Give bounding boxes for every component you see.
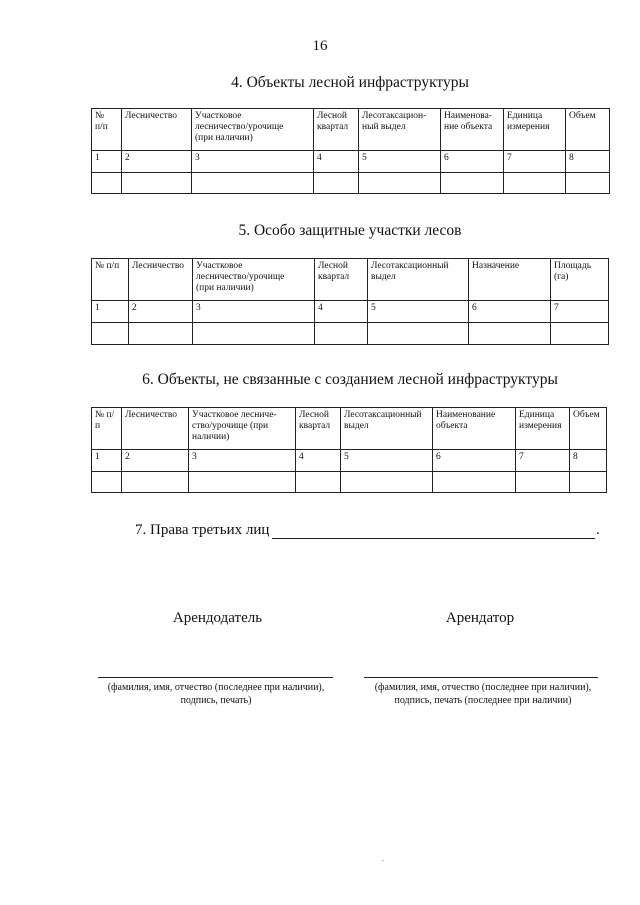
header-cell: Единица измерения (516, 408, 570, 450)
header-cell: Лесничество (122, 408, 189, 450)
table-header-row (92, 259, 609, 301)
lessee-signature-caption: (фамилия, имя, отчество (последнее при наличии), подпись, печать (последнее при наличии) (374, 682, 592, 706)
page-number: 16 (312, 38, 328, 54)
header-cell: Единица измерения (504, 109, 566, 151)
non-infrastructure-objects-table (91, 407, 607, 493)
empty-cell[interactable] (368, 323, 469, 345)
empty-cell[interactable] (92, 173, 122, 194)
empty-cell[interactable] (189, 472, 296, 493)
empty-cell[interactable] (129, 323, 193, 345)
third-party-rights-blank[interactable] (272, 538, 595, 539)
header-cell: Лесотаксационный выдел (341, 408, 433, 450)
lessor-signature-line[interactable] (98, 677, 333, 678)
column-number-cell: 8 (566, 151, 610, 173)
column-number-cell: 4 (315, 301, 368, 323)
empty-cell[interactable] (441, 173, 504, 194)
scan-speck (382, 860, 384, 861)
empty-row (92, 323, 609, 345)
empty-cell[interactable] (296, 472, 341, 493)
column-number-cell: 7 (551, 301, 609, 323)
section-6-title: 6. Объекты, не связанные с созданием лесной инфраструктуры (142, 371, 558, 388)
empty-cell[interactable] (193, 323, 315, 345)
header-cell: Площадь (га) (551, 259, 609, 301)
header-cell: Наименование объекта (433, 408, 516, 450)
header-cell: Объем (570, 408, 607, 450)
column-number-cell: 5 (368, 301, 469, 323)
third-party-rights-label: 7. Права третьих лиц (135, 522, 270, 538)
header-cell: № п/п (92, 259, 129, 301)
table-header-row (92, 408, 607, 450)
lessor-title: Арендодатель (172, 610, 263, 626)
column-number-cell: 4 (296, 450, 341, 472)
empty-cell[interactable] (516, 472, 570, 493)
empty-cell[interactable] (122, 472, 189, 493)
column-number-cell: 5 (341, 450, 433, 472)
empty-cell[interactable] (469, 323, 551, 345)
empty-cell[interactable] (122, 173, 192, 194)
header-cell: Участковое лесничество/урочище (при наличии) (192, 109, 314, 151)
empty-cell[interactable] (92, 323, 129, 345)
column-number-cell: 1 (92, 301, 129, 323)
header-cell: Лесничество (129, 259, 193, 301)
empty-cell[interactable] (570, 472, 607, 493)
column-number-cell: 2 (122, 450, 189, 472)
empty-cell[interactable] (566, 173, 610, 194)
column-number-cell: 6 (433, 450, 516, 472)
lessor-signature-caption: (фамилия, имя, отчество (последнее при наличии), подпись, печать) (107, 682, 325, 706)
column-number-cell: 1 (92, 151, 122, 173)
section-4-title: 4. Объекты лесной инфраструктуры (231, 74, 469, 91)
column-number-cell: 2 (122, 151, 192, 173)
column-number-cell: 3 (193, 301, 315, 323)
empty-cell[interactable] (433, 472, 516, 493)
column-number-cell: 7 (516, 450, 570, 472)
header-cell: Лесничество (122, 109, 192, 151)
lessee-title: Арендатор (445, 610, 515, 626)
header-cell: Лесотаксацион- ный выдел (359, 109, 441, 151)
header-cell: № п/п (92, 408, 122, 450)
column-number-row (92, 151, 610, 173)
header-cell: Назначение (469, 259, 551, 301)
empty-cell[interactable] (504, 173, 566, 194)
header-cell: № п/п (92, 109, 122, 151)
column-number-cell: 3 (192, 151, 314, 173)
column-number-cell: 6 (469, 301, 551, 323)
column-number-cell: 3 (189, 450, 296, 472)
column-number-cell: 7 (504, 151, 566, 173)
header-cell: Участковое лесничество/урочище (при наличии) (193, 259, 315, 301)
column-number-cell: 2 (129, 301, 193, 323)
infrastructure-objects-table (91, 108, 610, 194)
header-cell: Участковое лесниче- ство/урочище (при наличии) (189, 408, 296, 450)
empty-cell[interactable] (92, 472, 122, 493)
empty-cell[interactable] (551, 323, 609, 345)
protective-forest-areas-table (91, 258, 609, 345)
empty-cell[interactable] (359, 173, 441, 194)
lessee-signature-line[interactable] (364, 677, 598, 678)
empty-cell[interactable] (341, 472, 433, 493)
column-number-cell: 4 (314, 151, 359, 173)
empty-cell[interactable] (315, 323, 368, 345)
empty-cell[interactable] (314, 173, 359, 194)
section-5-title: 5. Особо защитные участки лесов (238, 222, 462, 239)
column-number-row (92, 301, 609, 323)
header-cell: Объем (566, 109, 610, 151)
column-number-row (92, 450, 607, 472)
header-cell: Лесной квартал (314, 109, 359, 151)
column-number-cell: 6 (441, 151, 504, 173)
empty-row (92, 472, 607, 493)
empty-cell[interactable] (192, 173, 314, 194)
column-number-cell: 5 (359, 151, 441, 173)
empty-row (92, 173, 610, 194)
header-cell: Наименова- ние объекта (441, 109, 504, 151)
column-number-cell: 8 (570, 450, 607, 472)
table-header-row (92, 109, 610, 151)
third-party-rights-period: . (596, 522, 600, 538)
column-number-cell: 1 (92, 450, 122, 472)
header-cell: Лесной квартал (296, 408, 341, 450)
header-cell: Лесной квартал (315, 259, 368, 301)
header-cell: Лесотаксационный выдел (368, 259, 469, 301)
